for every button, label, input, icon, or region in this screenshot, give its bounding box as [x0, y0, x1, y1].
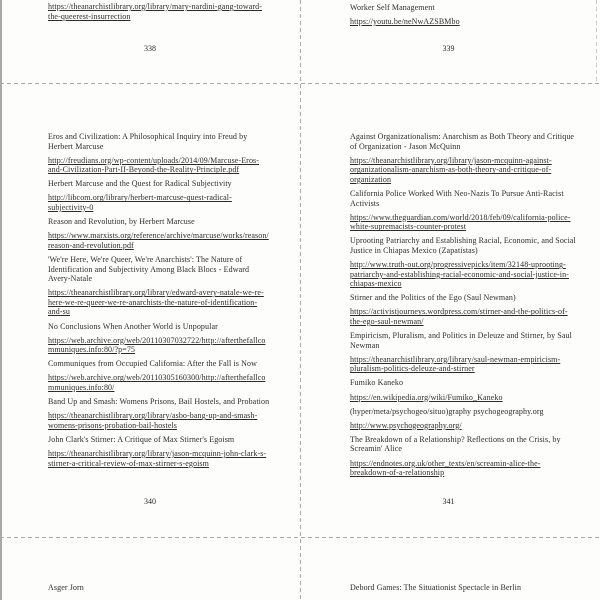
page-number: 340 [144, 497, 156, 506]
reference-title: Eros and Civilization: A Philosophical Inquiry into Freud by Herbert Marcuse [48, 132, 248, 151]
reference-title: Reason and Revolution, by Herbert Marcuse [48, 217, 195, 227]
reference-link[interactable]: https://www.marxists.org/reference/archive/marcuse/works/reason/reason-and-revolution.pdf [48, 231, 269, 250]
page-339 [300, 0, 597, 83]
reference-link[interactable]: https://www.theguardian.com/world/2018/feb/09/california-police-white-supremacists-counter-protest [350, 212, 571, 232]
reference-link[interactable]: https://theanarchistlibrary.org/library/edward-avery-natale-we-re-here-we-re-queer-we-re-anarchists-the-nature-of-identification-and-su [48, 288, 264, 317]
reference-title: No Conclusions When Another World is Unpopular [48, 321, 218, 331]
page-number: 341 [442, 497, 455, 506]
reference-link[interactable]: https://web.archive.org/web/20110305160300/http://afterthefallcommuniques.info:80/ [48, 373, 266, 392]
reference-title: Communiques from Occupied California: After the Fall is Now [48, 359, 257, 369]
reference-title: Fumiko Kaneko [350, 378, 404, 388]
reference-link[interactable]: https://web.archive.org/web/20110307032722/http://afterthefallcommuniques.info:80/?p=75 [48, 335, 266, 355]
page-338 [0, 0, 300, 83]
reference-title: Worker Self Management [350, 3, 435, 12]
reference-link[interactable]: https://theanarchistlibrary.org/library/saul-newman-empiricism-pluralism-politics-deleuze-and-stirner [350, 354, 561, 374]
reference-link[interactable]: https://theanarchistlibrary.org/library/mary-nardini-gang-toward-the-queerest-insurrection [48, 2, 262, 21]
reference-title: Stirner and the Politics of the Ego (Saul Newman) [350, 293, 516, 303]
page-341-content [350, 132, 576, 482]
reference-link[interactable]: http://www.psychogeography.org/ [350, 420, 462, 430]
reference-title: Uprooting Patriarchy and Establishing Racial, Economic, and Social Justice in Chiapas Mexico (Zapatistas) [350, 236, 576, 255]
reference-link[interactable]: https://theanarchistlibrary.org/library/asbo-bang-up-and-smash-womens-prisons-probation-bail-hostels [48, 411, 258, 430]
reference-link[interactable]: http://www.truth-out.org/progressivepicks/item/32148-uprooting-patriarchy-and-establishing-racial-economic-and-social-justice-in-chiapas-mexico [350, 260, 569, 289]
reference-title: Asger Jorn [48, 583, 84, 592]
reference-title: (hyper/meta/psychogeo/situo)graphy psychogeography.org [350, 406, 544, 416]
page-bottom-left [0, 537, 300, 600]
reference-title: California Police Worked With Neo-Nazis To Pursue Anti-Racist Activists [350, 188, 564, 208]
reference-title: John Clark's Stirner: A Critique of Max Stirner's Egoism [48, 434, 235, 444]
reference-link[interactable]: https://en.wikipedia.org/wiki/Fumiko_Kaneko [350, 392, 503, 402]
reference-title: 'We're Here, We're Queer, We're Anarchists': The Nature of Identification and Subjectivity Among Black Blocs - Edward Avery-Natale [48, 254, 250, 284]
reference-title: Debord Games: The Situationist Spectacle in Berlin [350, 583, 522, 592]
reference-link[interactable]: https://endnotes.org.uk/other_texts/en/screamin-alice-the-breakdown-of-a-relationship [350, 458, 541, 478]
page-340 [0, 83, 300, 537]
reference-link[interactable]: https://youtu.be/neNwAZSBMbo [350, 17, 460, 27]
reference-title: The Breakdown of a Relationship? Reflections on the Crisis, by Screamin' Alice [350, 434, 561, 454]
reference-title: Against Organizationalism: Anarchism as Both Theory and Critique of Organization - Jason McQuinn [350, 132, 575, 151]
reference-title: Band Up and Smash: Womens Prisons, Bail Hostels, and Probation [48, 397, 270, 407]
reference-link[interactable]: https://theanarchistlibrary.org/library/jason-mcquinn-john-clark-s-stirner-a-critical-review-of-max-stirner-s-egoism [48, 448, 267, 468]
reference-title: Herbert Marcuse and the Quest for Radical Subjectivity [48, 179, 232, 189]
reference-link[interactable]: https://activistjourneys.wordpress.com/stirner-and-the-politics-of-the-ego-saul-newman/ [350, 307, 568, 326]
page-bottom-right [300, 537, 597, 600]
reference-title: Empiricism, Pluralism, and Politics in Deleuze and Stirner, by Saul Newman [350, 331, 572, 350]
page-338-content [48, 2, 270, 26]
page-339-content [350, 3, 576, 31]
reference-link[interactable]: http://libcom.org/library/herbert-marcuse-quest-radical-subjectivity-0 [48, 193, 232, 213]
page-341 [300, 83, 597, 537]
page-number: 339 [442, 44, 455, 53]
reference-link[interactable]: http://freudians.org/wp-content/uploads/2014/09/Marcuse-Eros-and-Civilization-Part-II-Beyond-the-Reality-Principle.pdf [48, 155, 260, 175]
page-bottom-right-content [350, 583, 576, 597]
page-number: 338 [144, 44, 156, 53]
reference-link[interactable]: https://theanarchistlibrary.org/library/jason-mcquinn-against-organizationalism-anarchism-as-both-theory-and-critique-of-organization [350, 155, 552, 184]
page-bottom-left-content [48, 583, 270, 597]
page-340-content [48, 132, 270, 473]
